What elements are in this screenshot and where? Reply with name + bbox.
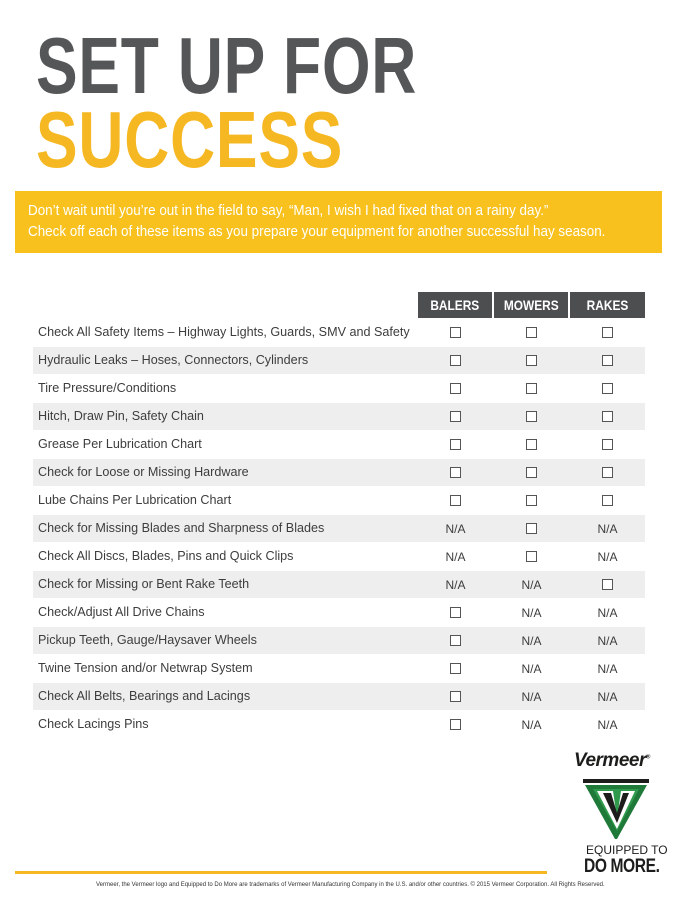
checklist-row [33, 711, 645, 739]
title-line-2: SUCCESS [36, 95, 344, 184]
checklist-row [33, 683, 645, 711]
vermeer-v-logo-icon [583, 779, 649, 841]
cell-mowers [494, 431, 569, 458]
checkbox-balers[interactable] [450, 467, 461, 478]
checkbox-balers[interactable] [450, 495, 461, 506]
cell-balers [418, 347, 493, 374]
checklist-item-label: Grease Per Lubrication Chart [38, 437, 202, 451]
checklist-item-label: Check for Missing or Bent Rake Teeth [38, 577, 250, 591]
checkbox-rakes[interactable] [602, 495, 613, 506]
checkbox-mowers[interactable] [526, 439, 537, 450]
not-applicable-text: N/A [445, 521, 466, 536]
checklist-row [33, 599, 645, 627]
cell-balers [418, 375, 493, 402]
checklist-row [33, 403, 645, 431]
cell-mowers [494, 711, 569, 738]
cell-balers [418, 711, 493, 738]
checkbox-balers[interactable] [450, 355, 461, 366]
cell-mowers [494, 375, 569, 402]
checklist-row [33, 627, 645, 655]
checklist-item-label: Check for Loose or Missing Hardware [38, 465, 249, 479]
checklist-item-label: Check for Missing Blades and Sharpness of Blades [38, 521, 325, 535]
cell-mowers [494, 347, 569, 374]
checklist-item-label: Pickup Teeth, Gauge/Haysaver Wheels [38, 633, 257, 647]
title-line-1: SET UP FOR [36, 21, 418, 110]
not-applicable-text: N/A [597, 661, 618, 676]
cell-rakes [570, 711, 645, 738]
not-applicable-text: N/A [597, 689, 618, 704]
checkbox-balers[interactable] [450, 411, 461, 422]
cell-rakes [570, 319, 645, 346]
cell-rakes [570, 431, 645, 458]
cell-rakes [570, 655, 645, 682]
checklist-item-label: Twine Tension and/or Netwrap System [38, 661, 253, 675]
checklist-item-label: Tire Pressure/Conditions [38, 381, 177, 395]
checklist-row [33, 487, 645, 515]
not-applicable-text: N/A [597, 521, 618, 536]
not-applicable-text: N/A [597, 717, 618, 732]
cell-rakes [570, 599, 645, 626]
checkbox-rakes[interactable] [602, 467, 613, 478]
cell-rakes [570, 487, 645, 514]
cell-balers [418, 655, 493, 682]
checklist-row [33, 319, 645, 347]
cell-balers [418, 459, 493, 486]
checklist-table [33, 319, 645, 739]
cell-balers [418, 543, 493, 570]
cell-balers [418, 515, 493, 542]
not-applicable-text: N/A [521, 689, 542, 704]
cell-rakes [570, 459, 645, 486]
checkbox-balers[interactable] [450, 663, 461, 674]
cell-rakes [570, 683, 645, 710]
tagline-top: EQUIPPED TO [586, 843, 668, 857]
not-applicable-text: N/A [445, 577, 466, 592]
checkbox-mowers[interactable] [526, 551, 537, 562]
checkbox-balers[interactable] [450, 327, 461, 338]
not-applicable-text: N/A [597, 633, 618, 648]
column-header-rakes: RAKES [570, 292, 645, 318]
cell-mowers [494, 571, 569, 598]
checkbox-rakes[interactable] [602, 327, 613, 338]
checklist-row [33, 347, 645, 375]
cell-mowers [494, 487, 569, 514]
tagline-bottom: DO MORE. [584, 856, 660, 877]
cell-rakes [570, 403, 645, 430]
cell-mowers [494, 319, 569, 346]
checkbox-rakes[interactable] [602, 439, 613, 450]
not-applicable-text: N/A [521, 577, 542, 592]
checklist-row [33, 571, 645, 599]
checklist-item-label: Lube Chains Per Lubrication Chart [38, 493, 232, 507]
checklist-row [33, 655, 645, 683]
checklist-item-label: Check All Belts, Bearings and Lacings [38, 689, 251, 703]
cell-mowers [494, 627, 569, 654]
checkbox-mowers[interactable] [526, 327, 537, 338]
cell-mowers [494, 683, 569, 710]
checklist-row [33, 375, 645, 403]
not-applicable-text: N/A [521, 633, 542, 648]
cell-mowers [494, 599, 569, 626]
checklist-item-label: Check All Safety Items – Highway Lights, Guards, SMV and Safety [38, 325, 410, 339]
cell-mowers [494, 543, 569, 570]
checkbox-balers[interactable] [450, 719, 461, 730]
checklist-item-label: Hydraulic Leaks – Hoses, Connectors, Cylinders [38, 353, 309, 367]
checkbox-mowers[interactable] [526, 383, 537, 394]
not-applicable-text: N/A [521, 717, 542, 732]
checkbox-mowers[interactable] [526, 523, 537, 534]
checklist-row [33, 515, 645, 543]
cell-balers [418, 431, 493, 458]
checkbox-balers[interactable] [450, 607, 461, 618]
column-header-balers: BALERS [418, 292, 492, 318]
cell-rakes [570, 515, 645, 542]
column-header-mowers: MOWERS [494, 292, 568, 318]
cell-mowers [494, 515, 569, 542]
checkbox-rakes[interactable] [602, 579, 613, 590]
cell-rakes [570, 571, 645, 598]
checkbox-rakes[interactable] [602, 411, 613, 422]
not-applicable-text: N/A [597, 549, 618, 564]
cell-balers [418, 627, 493, 654]
banner-line-2: Check off each of these items as you prepare your equipment for another successful hay season. [28, 224, 606, 240]
checklist-item-label: Check All Discs, Blades, Pins and Quick Clips [38, 549, 294, 563]
intro-banner [15, 191, 662, 253]
banner-line-1: Don’t wait until you’re out in the field to say, “Man, I wish I had fixed that on a rainy day.” [28, 203, 549, 219]
cell-mowers [494, 655, 569, 682]
checkbox-balers[interactable] [450, 691, 461, 702]
cell-balers [418, 683, 493, 710]
footer-rule [15, 871, 547, 874]
cell-mowers [494, 403, 569, 430]
not-applicable-text: N/A [521, 661, 542, 676]
cell-mowers [494, 459, 569, 486]
checkbox-rakes[interactable] [602, 383, 613, 394]
checklist-row [33, 459, 645, 487]
not-applicable-text: N/A [597, 605, 618, 620]
cell-balers [418, 599, 493, 626]
checklist-item-label: Check/Adjust All Drive Chains [38, 605, 205, 619]
checklist-row [33, 543, 645, 571]
cell-rakes [570, 627, 645, 654]
checkbox-mowers[interactable] [526, 495, 537, 506]
checkbox-mowers[interactable] [526, 355, 537, 366]
checkbox-rakes[interactable] [602, 355, 613, 366]
checklist-row [33, 431, 645, 459]
checkbox-balers[interactable] [450, 439, 461, 450]
cell-balers [418, 487, 493, 514]
checkbox-mowers[interactable] [526, 467, 537, 478]
checkbox-balers[interactable] [450, 635, 461, 646]
checkbox-balers[interactable] [450, 383, 461, 394]
checklist-item-label: Hitch, Draw Pin, Safety Chain [38, 409, 204, 423]
not-applicable-text: N/A [521, 605, 542, 620]
cell-rakes [570, 543, 645, 570]
cell-rakes [570, 347, 645, 374]
checkbox-mowers[interactable] [526, 411, 537, 422]
cell-balers [418, 319, 493, 346]
not-applicable-text: N/A [445, 549, 466, 564]
cell-balers [418, 571, 493, 598]
footer-legal-text: Vermeer, the Vermeer logo and Equipped to Do More are trademarks of Vermeer Manufacturing Company in the U.S. and/or other countries. © 2015 Vermeer Corporation. All Rights Reserved. [96, 882, 605, 888]
cell-balers [418, 403, 493, 430]
vermeer-wordmark: Vermeer® [574, 750, 650, 771]
cell-rakes [570, 375, 645, 402]
checklist-item-label: Check Lacings Pins [38, 717, 149, 731]
